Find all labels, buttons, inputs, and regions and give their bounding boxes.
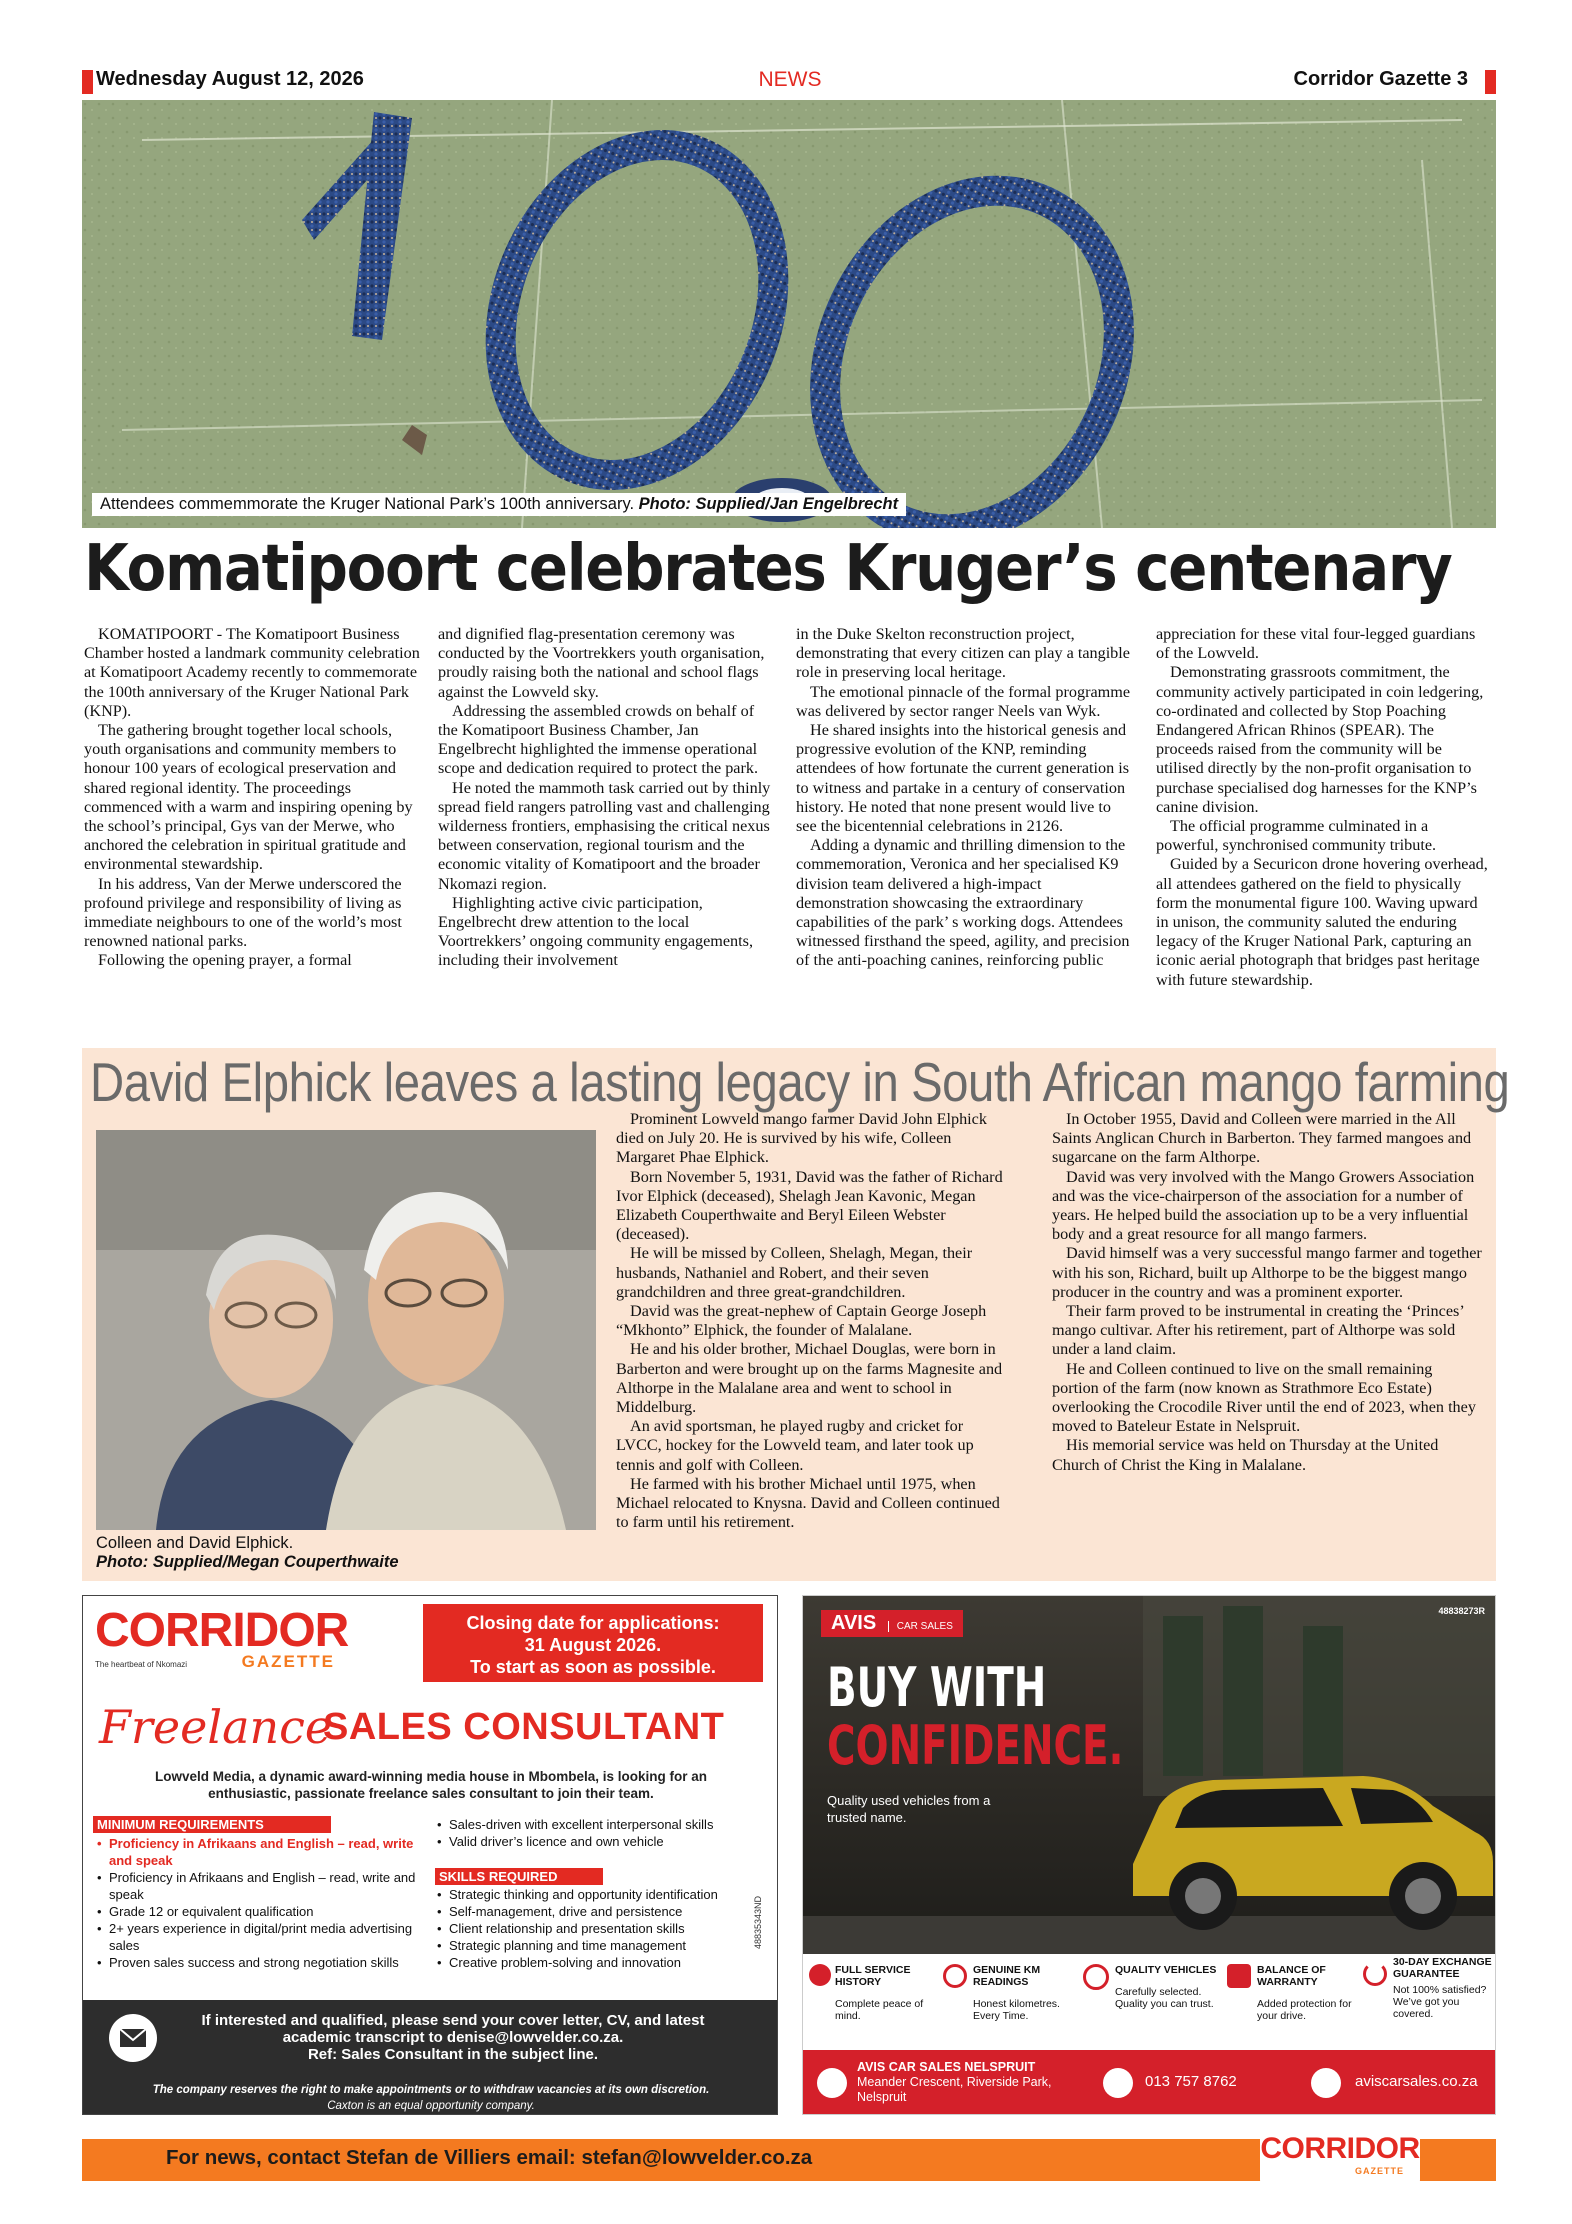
- feature-desc: Honest kilometres. Every Time.: [973, 1998, 1060, 2022]
- feature-desc: Not 100% satisfied? We’ve got you covered.: [1393, 1984, 1487, 2020]
- req-item: • 2+ years experience in digital/print media advertising sales: [97, 1921, 413, 1953]
- feature-desc: Complete peace of mind.: [835, 1998, 924, 2022]
- section-label: NEWS: [758, 68, 822, 91]
- footer-logo-main: CORRIDOR: [1260, 2132, 1420, 2165]
- article2-paragraph: His memorial service was held on Thursday at the United Church of Christ the King in Malalane.: [1052, 1436, 1439, 1474]
- avis-logo-main: AVIS: [831, 1612, 877, 1634]
- avis-advert: [802, 1595, 1496, 2115]
- footer-contact: For news, contact Stefan de Villiers email: stefan@lowvelder.co.za: [166, 2146, 813, 2169]
- skills-block: [435, 1816, 755, 1971]
- skill-text: Strategic planning and time management: [449, 1938, 687, 1953]
- footer-logo: [1260, 2132, 1420, 2182]
- avis-address: [857, 2060, 1052, 2105]
- article1-col4: [1156, 625, 1492, 990]
- article1-paragraph: Highlighting active civic participation, Engelbrecht drew attention to the local Voortrekkers’ ongoing community engagements, including their involvement: [438, 893, 753, 970]
- closing-line-2: 31 August 2026.: [524, 1635, 662, 1655]
- requirements-block: [93, 1816, 433, 1971]
- req-item: • Grade 12 or equivalent qualification: [97, 1904, 314, 1919]
- skill-text: Creative problem-solving and innovation: [449, 1955, 681, 1970]
- article2-paragraph: He and Colleen continued to live on the small remaining portion of the farm (now known as Strathmore Eco Estate) overlooking the Crocodile River until the end of 2023, when they moved to Bateleur Estate in Nelspruit.: [1052, 1359, 1476, 1436]
- contact-line-2: academic transcript to denise@lowvelder.co.za.: [282, 2029, 624, 2046]
- couple-caption-text: Colleen and David Elphick.: [96, 1534, 294, 1552]
- article1-paragraph: The gathering brought together local schools, youth organisations and community members to honour 100 years of ecological preservation and shared regional identity. The proceedings commenced with a warm and inspiring opening by the school’s principal, Gys van der Merwe, who anchored the celebration in spiritual gratitude and environmental stewardship.: [84, 721, 413, 874]
- corridor-logo: [95, 1604, 349, 1671]
- article2-col1: [616, 1110, 1008, 1532]
- article1-paragraph: in the Duke Skelton reconstruction project, demonstrating that every citizen can play a tangible role in preserving local heritage.: [796, 625, 1130, 682]
- article1-paragraph: He noted the mammoth task carried out by thinly spread field rangers patrolling vast and challenging wilderness frontiers, emphasising the critical nexus between conservation, regional tourism and the economic vitality of Komatipoort and the broader Nkomazi region.: [438, 778, 771, 893]
- corridor-logo-main: CORRIDOR: [95, 1604, 349, 1657]
- job-title-row: [91, 1700, 771, 1762]
- article1-paragraph: The official programme culminated in a powerful, synchronised community tribute.: [1156, 817, 1437, 855]
- couple-photo-illustration: [96, 1130, 596, 1530]
- job-intro: Lowveld Media, a dynamic award-winning media house in Mbombela, is looking for an enthusiastic, passionate freelance sales consultant to join their team.: [154, 1769, 708, 1801]
- feature-desc: Added protection for your drive.: [1257, 1998, 1352, 2022]
- skill-item: • Creative problem-solving and innovation: [437, 1955, 681, 1970]
- req-text: Proven sales success and strong negotiation skills: [109, 1955, 399, 1970]
- article1-col2: [438, 625, 774, 971]
- req-item: • Valid driver’s licence and own vehicle: [437, 1834, 664, 1849]
- req-item: • Proficiency in Afrikaans and English – read, write and speak: [97, 1870, 416, 1902]
- phone-icon: [1103, 2068, 1133, 2098]
- avis-address-1: Meander Crescent, Riverside Park,: [857, 2075, 1052, 2089]
- article1-paragraph: appreciation for these vital four-legged guardians of the Lowveld.: [1156, 625, 1476, 663]
- skill-text: Client relationship and presentation skills: [449, 1921, 685, 1936]
- gear-icon: [1227, 1964, 1251, 1988]
- job-ad-ref: 48835343ND: [753, 1896, 763, 1950]
- avis-contact-bar: [803, 2050, 1496, 2115]
- article2-paragraph: An avid sportsman, he played rugby and cricket for LVCC, hockey for the Lowveld team, and later took up tennis and golf with Colleen.: [616, 1417, 974, 1474]
- avis-headline-1: BUY WITH: [827, 1656, 1047, 1719]
- article2-paragraph: Prominent Lowveld mango farmer David John Elphick died on July 20. He is survived by his wife, Colleen Margaret Phae Elphick.: [616, 1110, 987, 1167]
- job-advert: [82, 1595, 778, 2115]
- aerial-photo-illustration: [82, 100, 1496, 528]
- article1-paragraph: He shared insights into the historical genesis and progressive evolution of the KNP, reminding attendees of how fortunate the current generation is to witness and partake in a century of conservation history. He noted that none present would live to see the bicentennial celebrations in 2126.: [796, 721, 1130, 836]
- avis-features: [803, 1954, 1496, 2050]
- article2-paragraph: In October 1955, David and Colleen were married in the All Saints Anglican Church in Barberton. They farmed mangoes and sugarcane on the farm Althorpe.: [1052, 1110, 1472, 1167]
- location-pin-icon: [817, 2068, 847, 2098]
- article2-paragraph: David was very involved with the Mango Growers Association and was the vice-chairperson of the association for a number of years. He helped build the association up to be a very influential body and a great resource for all mango farmers.: [1052, 1167, 1475, 1244]
- top-photo-caption-text: Attendees commemmorate the Kruger National Park’s 100th anniversary.: [100, 495, 635, 513]
- req-text: Proficiency in Afrikaans and English – read, write and speak: [109, 1836, 414, 1868]
- req-text: Valid driver’s licence and own vehicle: [449, 1834, 664, 1849]
- shield-check-icon: [809, 1964, 831, 1986]
- skill-item: • Client relationship and presentation skills: [437, 1921, 685, 1936]
- badge-check-icon: [1083, 1964, 1109, 1990]
- feature-title: FULL SERVICE HISTORY: [835, 1964, 911, 1988]
- feature-title: QUALITY VEHICLES: [1115, 1964, 1217, 1976]
- avis-logo: [821, 1610, 963, 1637]
- issue-date: Wednesday August 12, 2026: [96, 68, 364, 90]
- avis-logo-sub: CAR SALES: [888, 1621, 953, 1632]
- article1-paragraph: Following the opening prayer, a formal: [98, 951, 352, 970]
- couple-photo: [96, 1130, 596, 1530]
- skills-heading: SKILLS REQUIRED: [435, 1868, 603, 1885]
- skill-item: • Strategic thinking and opportunity identification: [437, 1887, 718, 1902]
- envelope-icon: [109, 2014, 157, 2062]
- contact-bar: [83, 2000, 778, 2080]
- contact-text: [173, 2012, 733, 2063]
- article1-paragraph: and dignified flag-presentation ceremony was conducted by the Voortrekkers youth organisation, proudly raising both the national and school flags against the Lowveld sky.: [438, 625, 765, 701]
- job-ad-footer: [83, 2080, 778, 2115]
- feature-full-service: [809, 1964, 937, 2022]
- avis-hero: [803, 1596, 1496, 1954]
- header-right-bar: [1485, 70, 1496, 94]
- skill-text: Self-management, drive and persistence: [449, 1904, 683, 1919]
- skill-item: • Self-management, drive and persistence: [437, 1904, 683, 1919]
- req-text: Sales-driven with excellent interpersonal skills: [449, 1817, 714, 1832]
- article2-paragraph: David was the great-nephew of Captain George Joseph “Mkhonto” Elphick, the founder of Malalane.: [616, 1302, 987, 1340]
- req-text: Grade 12 or equivalent qualification: [109, 1904, 314, 1919]
- couple-photo-caption: [96, 1534, 399, 1572]
- avis-tagline: Quality used vehicles from a trusted name.: [827, 1793, 991, 1825]
- headline-kruger: Komatipoort celebrates Kruger’s centenary: [84, 532, 1452, 606]
- article2-paragraph: He and his older brother, Michael Douglas, were born in Barberton and were brought up on the farms Magnesite and Althorpe in the Malalane area and went to school in Middelburg.: [616, 1340, 1003, 1417]
- article1-paragraph: KOMATIPOORT - The Komatipoort Business Chamber hosted a landmark community celebration at Komatipoort Academy recently to commemorate the 100th anniversary of the Kruger National Park (KNP).: [84, 625, 420, 720]
- feature-title: BALANCE OF WARRANTY: [1257, 1964, 1326, 1988]
- avis-headline-2: CONFIDENCE.: [827, 1714, 1124, 1777]
- exchange-icon: [1363, 1962, 1387, 1986]
- job-title: SALES CONSULTANT: [323, 1706, 725, 1748]
- corridor-logo-sub: GAZETTE: [241, 1652, 335, 1671]
- article1-paragraph: The emotional pinnacle of the formal programme was delivered by sector ranger Neels van Wyk.: [796, 682, 1131, 720]
- article1-paragraph: Addressing the assembled crowds on behalf of the Komatipoort Business Chamber, Jan Engelbrecht highlighted the immense operational scope and dedication required to protect the park.: [438, 701, 759, 778]
- article2-paragraph: Born November 5, 1931, David was the father of Richard Ivor Elphick (deceased), Shelagh Jean Kavonic, Megan Elizabeth Couperthwaite and Beryl Eileen Webster (deceased).: [616, 1167, 1003, 1244]
- job-footer-1: The company reserves the right to make appointments or to withdraw vacancies at its own discretion.: [152, 2084, 710, 2096]
- feature-warranty: [1227, 1964, 1357, 2022]
- feature-exchange: [1363, 1956, 1493, 2020]
- aerial-photo-100: [82, 100, 1496, 528]
- feature-desc: Carefully selected. Quality you can trust.: [1115, 1986, 1214, 2010]
- req-item: • Proven sales success and strong negotiation skills: [97, 1955, 399, 1970]
- contact-line-1: If interested and qualified, please send your cover letter, CV, and latest: [201, 2012, 705, 2029]
- closing-line-1: Closing date for applications:: [466, 1613, 720, 1633]
- min-req-heading: MINIMUM REQUIREMENTS: [93, 1816, 331, 1833]
- top-photo-caption: [92, 493, 906, 516]
- avis-branch: AVIS CAR SALES NELSPRUIT: [857, 2060, 1036, 2074]
- req-item: • Sales-driven with excellent interpersonal skills: [437, 1817, 714, 1832]
- headline-elphick: David Elphick leaves a lasting legacy in South African mango farming: [90, 1051, 1510, 1113]
- article1-col3: [796, 625, 1132, 971]
- footer-logo-sub: GAZETTE: [1355, 2166, 1404, 2176]
- closing-line-3: To start as soon as possible.: [470, 1657, 716, 1677]
- closing-date-box: [423, 1604, 763, 1682]
- article1-paragraph: In his address, Van der Merwe underscored the profound privilege and responsibility of living as immediate neighbours to one of the world’s most renowned national parks.: [84, 874, 402, 951]
- avis-address-2: Nelspruit: [857, 2090, 907, 2104]
- article2-paragraph: He will be missed by Colleen, Shelagh, Megan, their husbands, Nathaniel and Robert, and their seven grandchildren and three great-grandchildren.: [616, 1244, 973, 1301]
- contact-line-3: Ref: Sales Consultant in the subject line.: [307, 2046, 599, 2063]
- req-text: 2+ years experience in digital/print media advertising sales: [109, 1921, 413, 1953]
- avis-website[interactable]: aviscarsales.co.za: [1355, 2073, 1478, 2090]
- job-footer-2: Caxton is an equal opportunity company.: [327, 2100, 535, 2112]
- article1-paragraph: Guided by a Securicon drone hovering overhead, all attendees gathered on the field to physically form the monumental figure 100. Waving upward in unison, the community saluted the enduring legacy of the Kruger National Park, capturing an iconic aerial photograph that bridges past heritage with future stewardship.: [1156, 855, 1488, 989]
- article1-paragraph: Adding a dynamic and thrilling dimension to the commemoration, Veronica and her specialised K9 division team delivered a high-impact demonstration showcasing the extraordinary capabilities of the park’ s working dogs. Attendees witnessed firsthand the speed, agility, and precision of the anti-poaching canines, reinforcing public: [796, 836, 1130, 970]
- freelance-script: Freelance: [99, 1700, 333, 1754]
- skill-text: Strategic thinking and opportunity identification: [449, 1887, 718, 1902]
- avis-ad-ref: 48838273R: [1438, 1606, 1485, 1616]
- corridor-logo-tag: The heartbeat of Nkomazi: [95, 1660, 188, 1669]
- header-left-bar: [82, 70, 93, 94]
- req-item: • Proficiency in Afrikaans and English – read, write and speak: [97, 1836, 414, 1868]
- req-text: Proficiency in Afrikaans and English – read, write and speak: [109, 1870, 416, 1902]
- article2-paragraph: David himself was a very successful mango farmer and together with his son, Richard, built up Althorpe to be the biggest mango producer in the country and was a prominent exporter.: [1052, 1244, 1482, 1301]
- globe-icon: [1311, 2068, 1341, 2098]
- feature-title: GENUINE KM READINGS: [973, 1964, 1041, 1988]
- top-photo-credit: Photo: Supplied/Jan Engelbrecht: [638, 495, 899, 513]
- skill-item: • Strategic planning and time management: [437, 1938, 687, 1953]
- feature-quality: [1083, 1964, 1219, 2010]
- article2-col2: [1052, 1110, 1482, 1475]
- couple-caption-credit: Photo: Supplied/Megan Couperthwaite: [96, 1553, 399, 1571]
- speedometer-icon: [943, 1964, 967, 1988]
- article2-paragraph: Their farm proved to be instrumental in creating the ‘Princes’ mango cultivar. After his retirement, part of Althorpe was sold under a land claim.: [1052, 1302, 1464, 1359]
- article2-paragraph: He farmed with his brother Michael until 1975, when Michael relocated to Knysna. David and Colleen continued to farm until his retirement.: [616, 1474, 1000, 1532]
- envelope-icon-svg: [109, 2014, 157, 2062]
- page-label: Corridor Gazette 3: [1293, 68, 1468, 90]
- feature-title: 30-DAY EXCHANGE GUARANTEE: [1393, 1956, 1492, 1980]
- feature-genuine-km: [943, 1964, 1075, 2022]
- article1-paragraph: Demonstrating grassroots commitment, the community actively participated in coin ledgering, co-ordinated and collected by Stop Poaching Endangered African Rhinos (SPEAR). The proceeds raised from the community will be utilised directly by the non-profit organisation to purchase specialised dog harnesses for the KNP’s canine division.: [1156, 663, 1484, 816]
- avis-phone[interactable]: 013 757 8762: [1145, 2073, 1237, 2090]
- article1-col1: [84, 625, 420, 971]
